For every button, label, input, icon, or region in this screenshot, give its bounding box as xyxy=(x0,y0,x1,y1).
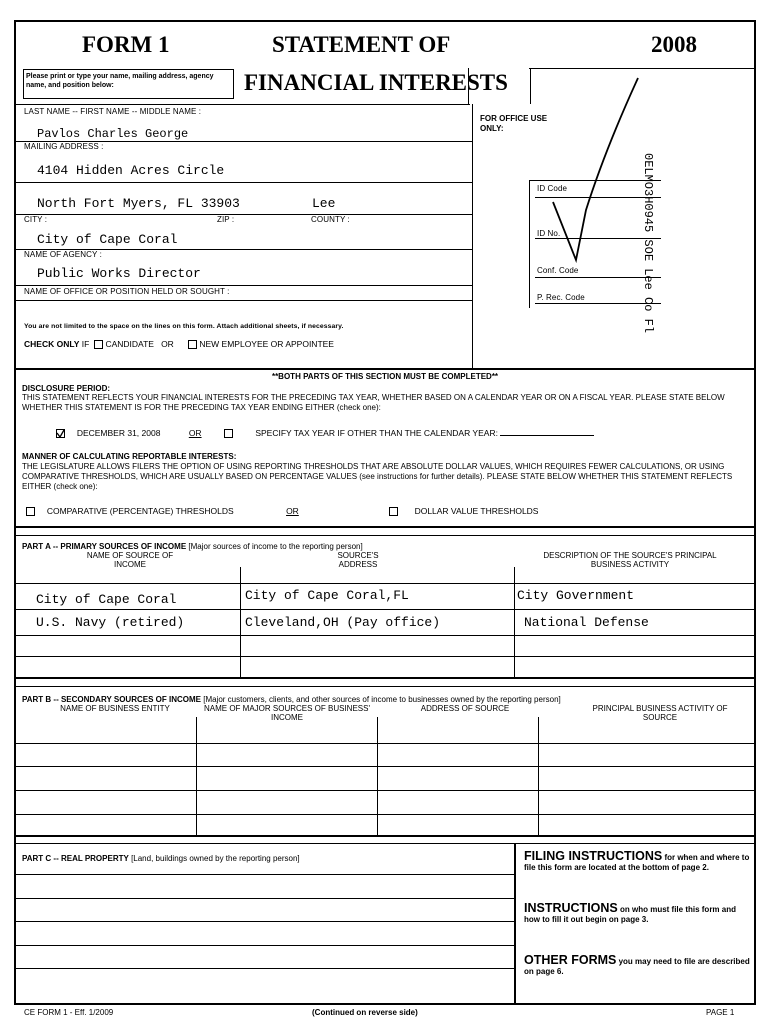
part-b-subtitle: [Major customers, clients, and other sources of income to businesses owned by the reporting person] xyxy=(203,695,561,704)
mailing-value[interactable]: 4104 Hidden Acres Circle xyxy=(37,163,225,178)
threshold-or: OR xyxy=(286,506,299,516)
part-a-row1-activity[interactable]: City Government xyxy=(517,588,635,603)
part-a-subtitle: [Major sources of income to the reporting person] xyxy=(188,542,363,551)
form-number: FORM 1 xyxy=(82,32,170,57)
instr-text: on who must file this form and how to fill it out begin on page 3. xyxy=(524,905,736,924)
instructions-block xyxy=(524,903,750,925)
header-rule xyxy=(16,104,470,105)
other-head: OTHER FORMS xyxy=(524,953,617,967)
check-only-label: CHECK ONLY xyxy=(24,339,80,349)
part-a-head-rule xyxy=(14,583,756,584)
filer-divider xyxy=(472,104,473,368)
city-label: CITY : xyxy=(24,215,48,224)
part-b-col3-head: ADDRESS OF SOURCE xyxy=(420,704,510,713)
part-a-row2-rule xyxy=(14,635,756,636)
part-b-top-rule xyxy=(14,677,756,679)
footer-continued: (Continued on reverse side) xyxy=(312,1008,418,1017)
part-b-head-rule xyxy=(14,743,756,744)
part-c-top-rule-2 xyxy=(14,843,756,844)
part-b-col-line-1 xyxy=(196,717,197,835)
both-parts-note: **BOTH PARTS OF THIS SECTION MUST BE COMPLETED** xyxy=(271,372,499,381)
position-value[interactable]: Public Works Director xyxy=(37,266,201,281)
candidate-checkbox[interactable] xyxy=(94,340,103,349)
part-c-rule-3 xyxy=(14,921,514,922)
filing-head: FILING INSTRUCTIONS xyxy=(524,849,663,863)
id-code-label: ID Code xyxy=(537,184,568,193)
disclosure-top-rule xyxy=(14,368,756,370)
form-year: 2008 xyxy=(651,32,697,57)
specify-checkbox[interactable] xyxy=(224,429,233,438)
manner-text: THE LEGISLATURE ALLOWS FILERS THE OPTION OF USING REPORTING THRESHOLDS THAT ARE ABSOLUTE DOLLAR VALUES, WHICH REQUIRES FEWER CALCULATIONS, OR USING COMPARATIVE THRESHOLDS, WHICH ARE USUALLY BASED ON PERCENTAGE VALUES (see instructions for further details). PLEASE STATE BELOW WHETHER THIS STATEMENT REFLECTS EITHER (check one): xyxy=(22,462,733,491)
mailing-label: MAILING ADDRESS : xyxy=(24,142,104,151)
print-note: Please print or type your name, mailing address, agency name, and position below: xyxy=(26,73,214,89)
part-b-col-line-2 xyxy=(377,717,378,835)
check-row xyxy=(24,339,334,349)
part-a-top-rule xyxy=(14,526,756,528)
county-label: COUNTY : xyxy=(311,215,350,224)
part-b-row2-rule xyxy=(14,790,756,791)
receipt-stamp: 0ELMO3H0945 SOE Lee Co Fl xyxy=(641,153,655,334)
comparative-label: COMPARATIVE (PERCENTAGE) THRESHOLDS xyxy=(46,506,234,516)
city-line-value[interactable]: North Fort Myers, FL 33903 xyxy=(37,196,240,211)
part-a-row1-address[interactable]: City of Cape Coral,FL xyxy=(245,588,409,603)
part-b-col-line-3 xyxy=(538,717,539,835)
manner-title: MANNER OF CALCULATING REPORTABLE INTERESTS: xyxy=(22,452,237,461)
part-c-rule-4 xyxy=(14,945,514,946)
part-c-rule-1 xyxy=(14,874,514,875)
part-b-top-rule-2 xyxy=(14,686,756,687)
zip-label: ZIP : xyxy=(217,215,235,224)
part-a-row1-rule xyxy=(14,609,756,610)
position-rule xyxy=(16,285,472,286)
period-text: THIS STATEMENT REFLECTS YOUR FINANCIAL INTERESTS FOR THE PRECEDING TAX YEAR, WHETHER BASED ON A CALENDAR YEAR OR ON A FISCAL YEAR. PLEASE STATE BELOW WHETHER THIS STATEMENT IS FOR THE PRECEDING TAX YEAR ENDING EITHER (check one): xyxy=(22,393,725,412)
part-a-row2-name[interactable]: U.S. Navy (retired) xyxy=(36,615,185,630)
dollar-checkbox[interactable] xyxy=(389,507,398,516)
city-rule xyxy=(16,214,472,215)
part-b-title-row xyxy=(22,695,561,704)
period-or: OR xyxy=(188,428,202,438)
id-no-label: ID No. xyxy=(537,229,561,238)
part-a-col3-head: DESCRIPTION OF THE SOURCE'S PRINCIPAL BUSINESS ACTIVITY xyxy=(543,551,717,569)
specify-field[interactable] xyxy=(500,435,594,436)
name-value[interactable]: Pavlos Charles George xyxy=(37,127,189,141)
footer-form-id: CE FORM 1 - Eff. 1/2009 xyxy=(24,1008,114,1017)
title-line1: STATEMENT OF xyxy=(272,32,451,57)
space-note: You are not limited to the space on the lines on this form. Attach additional sheets, if necessary. xyxy=(24,323,344,330)
part-a-col2-head: SOURCE'S ADDRESS xyxy=(337,551,379,569)
conf-code-label: Conf. Code xyxy=(537,266,579,275)
office-use-label: FOR OFFICE USE ONLY: xyxy=(480,114,548,133)
part-c-title: PART C -- REAL PROPERTY xyxy=(22,854,129,863)
agency-label: NAME OF AGENCY : xyxy=(24,250,102,259)
part-c-rule-2 xyxy=(14,898,514,899)
position-label: NAME OF OFFICE OR POSITION HELD OR SOUGHT : xyxy=(24,287,230,296)
part-a-title-row xyxy=(22,542,363,551)
dec31-checkbox[interactable] xyxy=(56,429,65,438)
part-a-row2-address[interactable]: Cleveland,OH (Pay office) xyxy=(245,615,441,630)
footer-page: PAGE 1 xyxy=(706,1008,735,1017)
checked-icon xyxy=(56,429,65,438)
part-a-title: PART A -- PRIMARY SOURCES OF INCOME xyxy=(22,542,187,551)
part-b-col1-head: NAME OF BUSINESS ENTITY xyxy=(60,704,170,713)
period-options xyxy=(56,428,594,438)
part-c-title-row xyxy=(22,854,300,863)
new-employee-checkbox[interactable] xyxy=(188,340,197,349)
part-a-col1-head: NAME OF SOURCE OF INCOME xyxy=(86,551,174,569)
part-c-subtitle: [Land, buildings owned by the reporting person] xyxy=(131,854,300,863)
filing-text: for when and where to file this form are located at the bottom of page 2. xyxy=(524,853,750,872)
p-rec-code-label: P. Rec. Code xyxy=(537,293,585,302)
dollar-label: DOLLAR VALUE THRESHOLDS xyxy=(414,506,539,516)
part-b-row1-rule xyxy=(14,766,756,767)
candidate-label: CANDIDATE xyxy=(105,339,154,349)
part-c-top-rule xyxy=(14,835,756,837)
position-rule-2 xyxy=(16,300,472,301)
other-text: you may need to file are described on page 6. xyxy=(524,957,750,976)
if-label: IF xyxy=(81,339,90,349)
filing-instructions xyxy=(524,851,750,873)
part-b-col4-head: PRINCIPAL BUSINESS ACTIVITY OF SOURCE xyxy=(592,704,728,722)
instr-head: INSTRUCTIONS xyxy=(524,901,618,915)
part-b-col2-head: NAME OF MAJOR SOURCES OF BUSINESS' INCOME xyxy=(204,704,370,722)
part-a-top-rule-2 xyxy=(14,535,756,536)
part-a-row2-activity[interactable]: National Defense xyxy=(524,615,649,630)
comparative-checkbox[interactable] xyxy=(26,507,35,516)
other-forms-block xyxy=(524,955,750,977)
period-title: DISCLOSURE PERIOD: xyxy=(22,384,111,393)
threshold-options xyxy=(26,506,538,516)
agency-value[interactable]: City of Cape Coral xyxy=(37,232,178,247)
specify-label: SPECIFY TAX YEAR IF OTHER THAN THE CALENDAR YEAR: xyxy=(255,428,498,438)
title-line2: FINANCIAL INTERESTS xyxy=(244,70,508,95)
or-label: OR xyxy=(161,339,174,349)
part-c-divider xyxy=(514,843,516,1005)
dec31-label: DECEMBER 31, 2008 xyxy=(76,428,161,438)
part-c-rule-5 xyxy=(14,968,514,969)
part-b-title: PART B -- SECONDARY SOURCES OF INCOME xyxy=(22,695,201,704)
mailing-rule xyxy=(16,182,472,183)
county-value[interactable]: Lee xyxy=(312,196,336,211)
part-a-row3-rule xyxy=(14,656,756,657)
part-a-row1-name[interactable]: City of Cape Coral xyxy=(36,592,177,607)
new-employee-label: NEW EMPLOYEE OR APPOINTEE xyxy=(199,339,334,349)
part-b-row3-rule xyxy=(14,814,756,815)
name-label: LAST NAME -- FIRST NAME -- MIDDLE NAME : xyxy=(24,107,202,116)
